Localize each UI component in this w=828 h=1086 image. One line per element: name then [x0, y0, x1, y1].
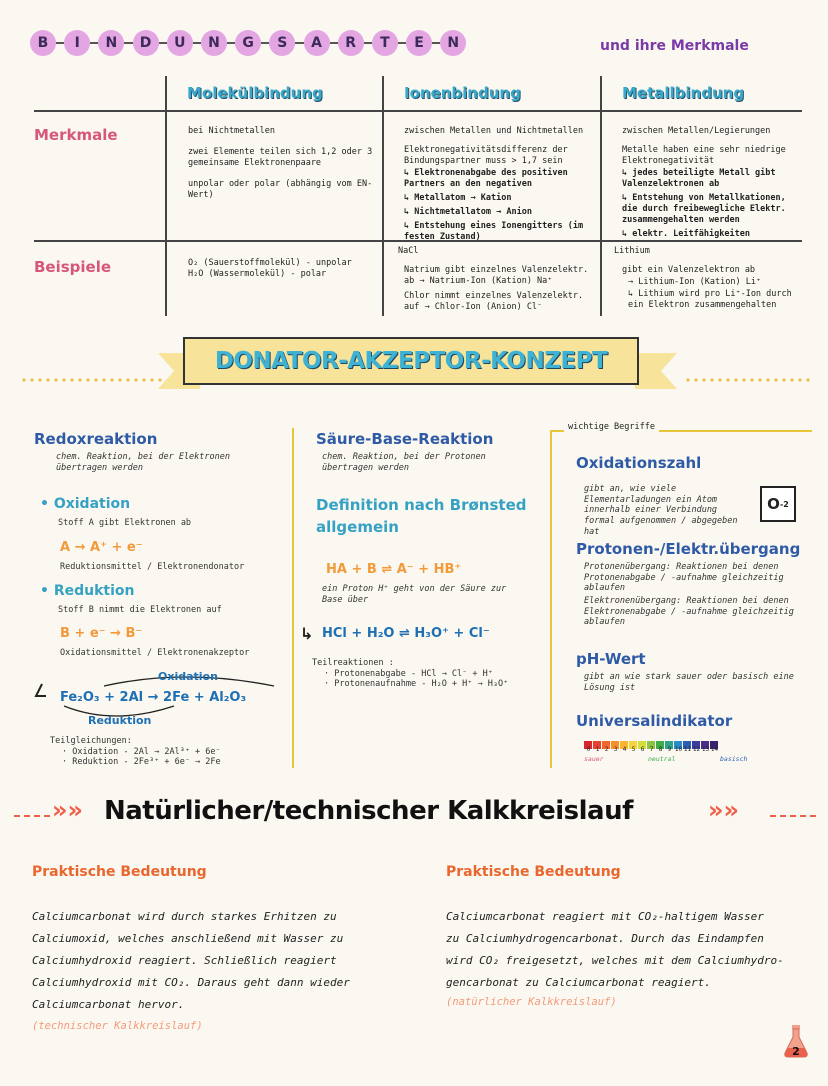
label-sauer: sauer	[584, 755, 604, 763]
right-note: (natürlicher Kalkkreislauf)	[446, 996, 617, 1008]
cell-line: ↳ jedes beteiligte Metall gibt Valenzelektronen ab	[622, 168, 776, 190]
cell-line: zwischen Metallen/Legierungen	[622, 126, 771, 136]
title-letter: D	[133, 30, 159, 56]
saeure-desc: chem. Reaktion, bei der Protonen übertragen werden	[322, 452, 486, 473]
concept-banner	[183, 337, 639, 385]
label-neutral: neutral	[648, 755, 676, 763]
para-line: Calciumhydroxid reagiert. Schließlich reagiert	[32, 954, 337, 967]
cell-line: ↳ Entstehung von Metallkationen, die durch freibewegliche Elektr. zusammengehalten werden	[622, 193, 786, 226]
title-letter: R	[338, 30, 364, 56]
indicator-number: 12	[692, 746, 701, 753]
connector-line	[90, 42, 98, 44]
oxidation-label: Oxidation	[158, 670, 218, 683]
bronsted-equation: HA + B ⇌ A⁻ + HB⁺	[326, 562, 462, 577]
begriffe-label: wichtige Begriffe	[564, 422, 659, 432]
cell-merkmale-metall	[622, 126, 800, 243]
universalindikator-title: Universalindikator	[576, 712, 733, 730]
column-separator	[292, 428, 294, 768]
oxidation-equation: A → A⁺ + e⁻	[60, 540, 143, 555]
indicator-numbers	[584, 746, 719, 753]
column-header-metall: Metallbindung	[622, 84, 745, 102]
cell-line: Chlor nimmt einzelnes Valenzelektr. auf → Chlor-Ion (Anion) Cl⁻	[404, 291, 584, 313]
ph-desc: gibt an wie stark sauer oder basisch eine Lösung ist	[584, 672, 794, 693]
left-heading: Praktische Bedeutung	[32, 864, 207, 880]
reduktion-note: Oxidationsmittel / Elektronenakzeptor	[60, 648, 250, 658]
connector-line	[398, 42, 406, 44]
teilgleichungen	[50, 736, 221, 768]
cell-beispiele-molekul	[188, 258, 378, 284]
cell-line: ↳ Nichtmetallatom → Anion	[404, 207, 532, 218]
indicator-number: 0	[586, 746, 591, 753]
oxidationszahl-title: Oxidationszahl	[576, 454, 702, 472]
title-letter: E	[406, 30, 432, 56]
right-heading: Praktische Bedeutung	[446, 864, 621, 880]
teilreaktionen	[312, 658, 508, 690]
cell-title: NaCl	[398, 246, 419, 256]
cell-title: Lithium	[614, 246, 650, 256]
oxidation-number-box	[760, 486, 796, 522]
teil-title: Teilgleichungen:	[50, 736, 132, 746]
box-element: O	[767, 495, 780, 513]
teil-title: Teilreaktionen :	[312, 658, 394, 668]
oxidation-note: Reduktionsmittel / Elektronendonator	[60, 562, 245, 572]
title-letter: N	[440, 30, 466, 56]
table-col-line	[600, 76, 602, 316]
chevron-right-icon: »»	[708, 796, 740, 824]
connector-line	[124, 42, 132, 44]
begriffe-border	[550, 430, 552, 768]
title-letter: T	[372, 30, 398, 56]
dotted-divider	[20, 378, 170, 382]
indicator-number: 6	[640, 746, 645, 753]
cell-line: ↳ Lithium wird pro Li⁺-Ion durch ein Elektron zusammengehalten	[628, 289, 792, 311]
indicator-number: 3	[613, 746, 618, 753]
cell-line: ↳ Metallatom → Kation	[404, 193, 512, 204]
dashed-line	[770, 815, 816, 817]
cell-merkmale-ionen	[404, 126, 596, 246]
box-sup: -2	[779, 499, 789, 509]
cell-line: O₂ (Sauerstoffmolekül) - unpolar	[188, 258, 352, 268]
left-paragraph	[32, 906, 412, 1016]
ph-title: pH-Wert	[576, 650, 646, 668]
cell-line: ↳ Elektronenabgabe des positiven Partners an den negativen	[404, 168, 568, 190]
connector-line	[227, 42, 235, 44]
reduktion-label: Reduktion	[88, 714, 152, 727]
indicator-number: 9	[667, 746, 672, 753]
para-line: Calciumcarbonat wird durch starkes Erhitzen zu	[32, 910, 337, 923]
right-paragraph	[446, 906, 816, 994]
indicator-number: 14	[710, 746, 719, 753]
indicator-number: 1	[595, 746, 600, 753]
label-basisch: basisch	[720, 755, 748, 763]
teil-line: · Oxidation - 2Al → 2Al³⁺ + 6e⁻	[62, 746, 221, 757]
cell-beispiele-ionen	[398, 246, 596, 317]
connector-line	[330, 42, 338, 44]
chevron-right-icon: »»	[52, 796, 84, 824]
saeure-title: Säure-Base-Reaktion	[316, 430, 494, 448]
para-line: Calciumoxid, welches anschließend mit Wasser zu	[32, 932, 344, 945]
cell-line: Elektronegativitätsdifferenz der Bindungspartner muss > 1,7 sein	[404, 145, 568, 167]
connector-line	[295, 42, 303, 44]
hook-arrow-icon: ↳	[300, 624, 314, 643]
cell-beispiele-metall	[614, 246, 802, 312]
title-letter: S	[269, 30, 295, 56]
title-letter: G	[235, 30, 261, 56]
cell-line: unpolar oder polar (abhängig vom EN-Wert)	[188, 179, 373, 201]
uebergang-desc-2: Elektronenübergang: Reaktionen bei denen Elektronenabgabe / -aufnahme gleichzeitig ablaufen	[584, 596, 794, 628]
cell-line: → Lithium-Ion (Kation) Li⁺	[628, 277, 762, 288]
connector-line	[193, 42, 201, 44]
indicator-number: 11	[683, 746, 692, 753]
cell-line: zwei Elemente teilen sich 1,2 oder 3 gemeinsame Elektronenpaare	[188, 147, 373, 169]
title-letter: U	[167, 30, 193, 56]
para-line: Calciumcarbonat reagiert mit CO₂-haltigem Wasser	[446, 910, 764, 923]
row-header-merkmale: Merkmale	[34, 126, 118, 144]
title-letter: B	[30, 30, 56, 56]
page-number: 2	[792, 1045, 800, 1058]
left-note: (technischer Kalkkreislauf)	[32, 1020, 203, 1032]
reduktion-equation: B + e⁻ → B⁻	[60, 626, 143, 641]
bronsted-title: Definition nach Brønsted allgemein	[316, 496, 527, 536]
oxidation-title: • Oxidation	[40, 496, 131, 512]
title-letter-row	[30, 30, 466, 56]
connector-line	[159, 42, 167, 44]
cell-merkmale-molekul	[188, 126, 378, 205]
teil-line: · Reduktion - 2Fe³⁺ + 6e⁻ → 2Fe	[62, 757, 221, 768]
table-header-line	[34, 110, 802, 112]
para-line: Calciumhydroxid mit CO₂. Daraus geht dann wieder	[32, 976, 350, 989]
para-line: gencarbonat zu Calciumcarbonat reagiert.	[446, 976, 711, 989]
row-header-beispiele: Beispiele	[34, 258, 112, 276]
connector-line	[364, 42, 372, 44]
dotted-divider	[684, 378, 814, 382]
teil-line: · Protonenaufnahme - H₂O + H⁺ → H₃O⁺	[324, 679, 509, 690]
cell-line: ↳ Entstehung eines Ionengitters (im festen Zustand)	[404, 221, 584, 243]
connector-line	[432, 42, 440, 44]
connector-line	[56, 42, 64, 44]
indicator-number: 7	[649, 746, 654, 753]
indicator-number: 10	[674, 746, 683, 753]
dashed-line	[14, 815, 50, 817]
connector-line	[261, 42, 269, 44]
reduktion-title: • Reduktion	[40, 583, 135, 599]
cell-line: H₂O (Wassermolekül) - polar	[188, 269, 327, 280]
indicator-number: 5	[631, 746, 636, 753]
para-line: Calciumcarbonat hervor.	[32, 998, 185, 1011]
redox-example-equation: Fe₂O₃ + 2Al → 2Fe + Al₂O₃	[60, 690, 247, 705]
saeure-example-equation: HCl + H₂O ⇌ H₃O⁺ + Cl⁻	[322, 626, 490, 641]
indicator-number: 13	[701, 746, 710, 753]
title-letter: A	[304, 30, 330, 56]
bronsted-note: ein Proton H⁺ geht von der Säure zur Base über	[322, 584, 507, 605]
column-header-ionen: Ionenbindung	[404, 84, 521, 102]
cell-line: zwischen Metallen und Nichtmetallen	[404, 126, 584, 136]
kalk-title: Natürlicher/technischer Kalkkreislauf	[104, 796, 633, 826]
para-line: wird CO₂ freigesetzt, welches mit dem Calciumhydro-	[446, 954, 784, 967]
uebergang-title: Protonen-/Elektr.übergang	[576, 540, 801, 558]
oxidation-desc: Stoff A gibt Elektronen ab	[58, 518, 192, 528]
cell-line: Natrium gibt einzelnes Valenzelektr. ab → Natrium-Ion (Kation) Na⁺	[404, 265, 589, 287]
cell-line: gibt ein Valenzelektron ab	[622, 265, 756, 276]
redox-desc: chem. Reaktion, bei der Elektronen übertragen werden	[56, 452, 230, 473]
uebergang-desc-1: Protonenübergang: Reaktionen bei denen Protonenabgabe / -aufnahme gleichzeitig ablaufen	[584, 562, 784, 594]
table-col-line	[165, 76, 167, 316]
subtitle: und ihre Merkmale	[600, 38, 749, 54]
para-line: zu Calciumhydrogencarbonat. Durch das Eindampfen	[446, 932, 764, 945]
title-letter: N	[98, 30, 124, 56]
banner-title: DONATOR-AKZEPTOR-KONZEPT	[214, 348, 608, 374]
cell-line: Metalle haben eine sehr niedrige Elektronegativität	[622, 145, 786, 167]
teil-line: · Protonenabgabe - HCl → Cl⁻ + H⁺	[324, 668, 493, 679]
column-header-molekul: Molekülbindung	[187, 84, 323, 102]
indicator-number: 8	[658, 746, 663, 753]
oxidationszahl-desc: gibt an, wie viele Elementarladungen ein Atom innerhalb einer Verbindung formal aufgenommen / abgegeben hat	[584, 484, 738, 537]
indicator-number: 4	[622, 746, 627, 753]
redox-title: Redoxreaktion	[34, 430, 158, 448]
indicator-number: 2	[604, 746, 609, 753]
ribbon-tail-right	[635, 353, 677, 389]
reduktion-desc: Stoff B nimmt die Elektronen auf	[58, 605, 222, 615]
cell-line: ↳ elektr. Leitfähigkeiten	[622, 229, 750, 240]
cell-line: bei Nichtmetallen	[188, 126, 275, 136]
title-letter: I	[64, 30, 90, 56]
title-letter: N	[201, 30, 227, 56]
table-col-line	[382, 76, 384, 316]
